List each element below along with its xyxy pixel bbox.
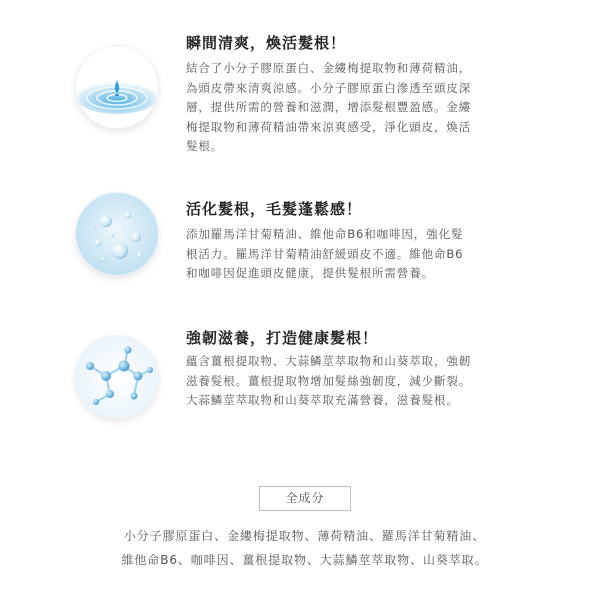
- description-line: 和咖啡因促進頭皮健康，提供髮根所需營養。: [186, 266, 434, 280]
- description-line: 層，提供所需的營養和滋潤，增添髮根豐盈感。金縷: [186, 100, 472, 114]
- description-line: 添加羅馬洋甘菊精油、維他命B6和咖啡因，強化髮: [186, 227, 464, 241]
- ingredients-line: 小分子膠原蛋白、金縷梅提取物、薄荷精油、羅馬洋甘菊精油、: [123, 529, 486, 543]
- description-line: 蘊含薑根提取物、大蒜鱗莖萃取物和山葵萃取，強韌: [186, 354, 472, 368]
- water-bubbles-image: [76, 193, 158, 275]
- description-line: 結合了小分子膠原蛋白、金縷梅提取物和薄荷精油，: [186, 61, 472, 75]
- description-line: 髮根。: [186, 139, 224, 153]
- water-drop-ripple-image: [76, 46, 158, 128]
- description-line: 滋養髮根。薑根提取物增加髮絲強韌度，減少斷裂。: [186, 373, 472, 388]
- feature-description: [186, 352, 508, 411]
- feature-title: 活化髮根，毛髮蓬鬆感！: [186, 200, 363, 218]
- description-line: 大蒜鱗莖萃取物和山葵萃取充滿營養，滋養髮根。: [186, 393, 459, 407]
- molecule-structure-image: [76, 336, 158, 418]
- feature-description: [186, 59, 508, 157]
- ingredients-list: [0, 524, 609, 572]
- full-ingredients-button[interactable]: 全成分: [259, 486, 351, 511]
- feature-description: [186, 225, 508, 284]
- ingredients-line: 維他命B6、咖啡因、薑根提取物、大蒜鱗莖萃取物、山葵萃取。: [121, 553, 488, 567]
- feature-title: 瞬間清爽，煥活髮根！: [186, 34, 347, 52]
- description-line: 梅提取物和薄荷精油帶來涼爽感受，淨化頭皮，煥活: [186, 119, 472, 134]
- feature-title: 強韌滋養，打造健康髮根！: [186, 329, 379, 347]
- description-line: 根活力。羅馬洋甘菊精油舒緩頭皮不適。維他命B6: [186, 246, 464, 261]
- description-line: 為頭皮帶來清爽涼感。小分子膠原蛋白滲透至頭皮深: [186, 80, 472, 95]
